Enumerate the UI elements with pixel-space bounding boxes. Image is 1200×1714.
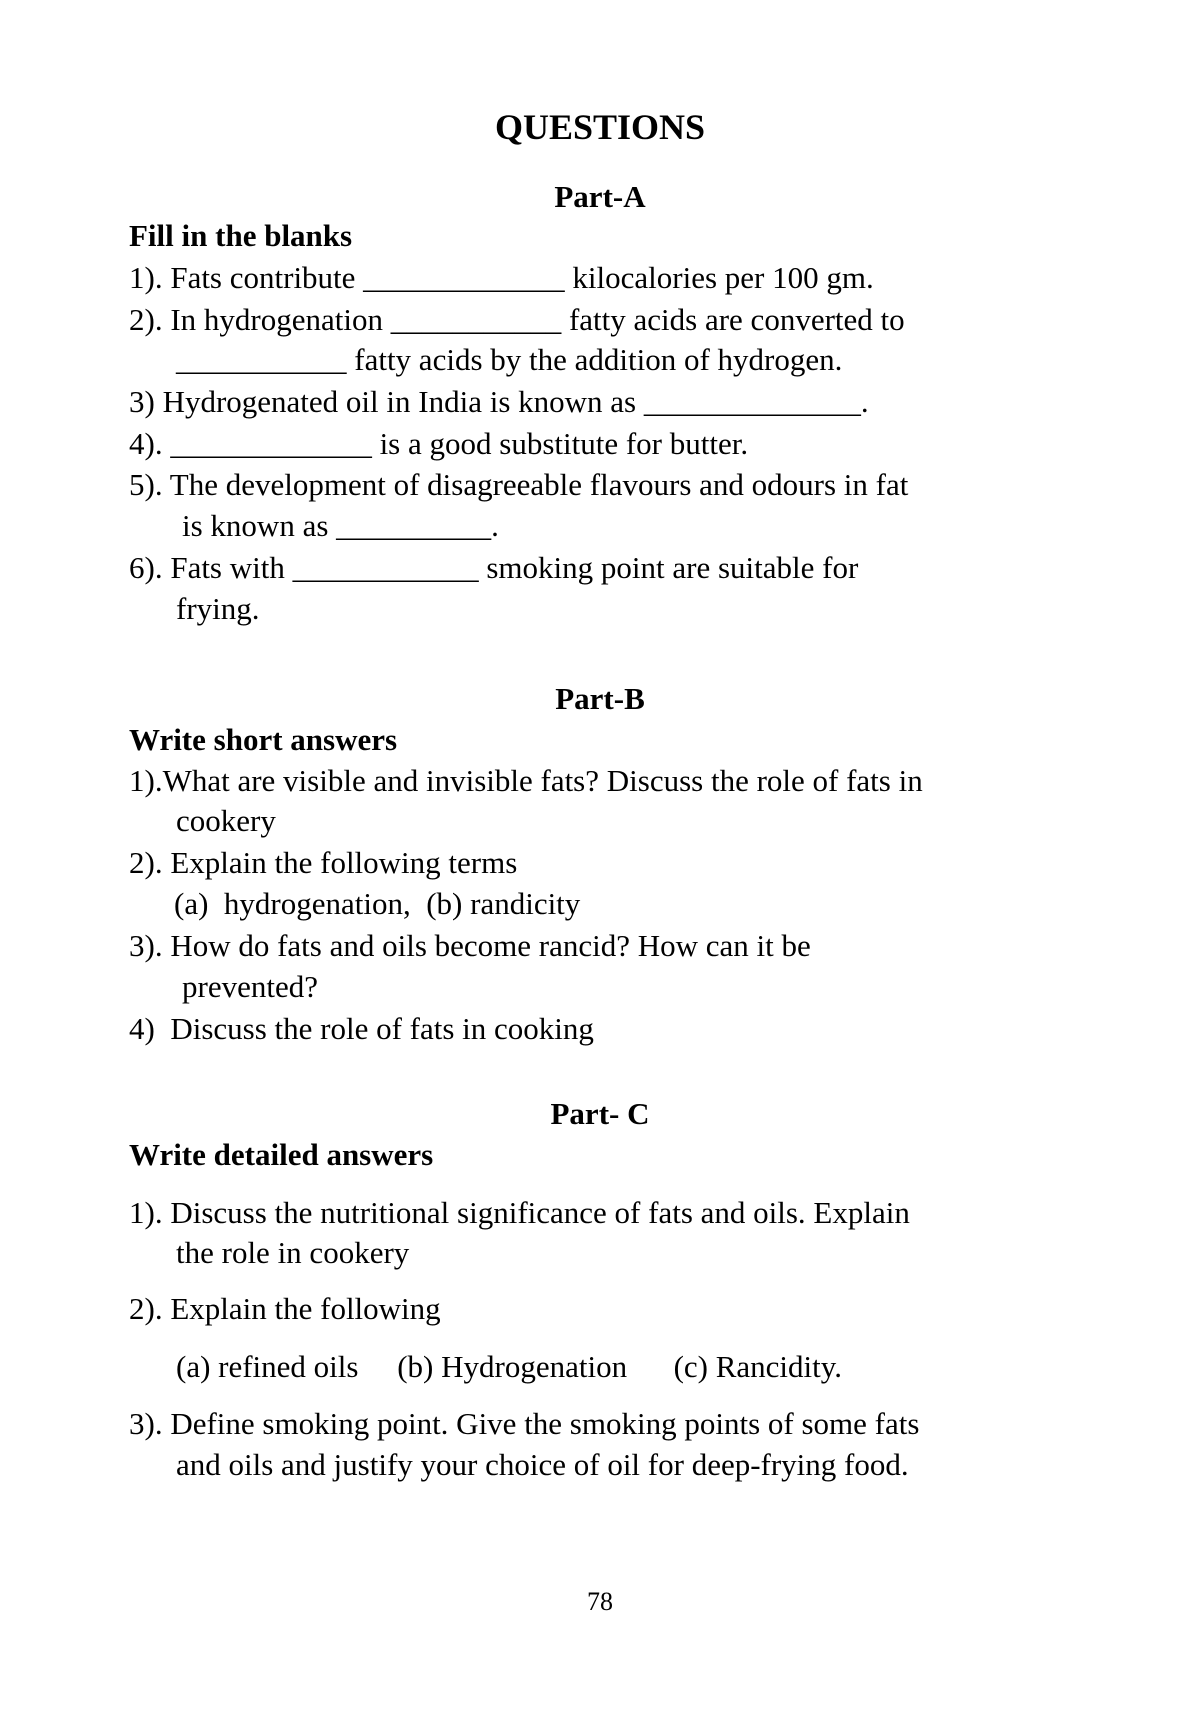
page-number: 78	[587, 1587, 613, 1616]
question-line: ___________ fatty acids by the addition of hydrogen.	[176, 342, 843, 377]
part-b-instruction: Write short answers	[129, 722, 398, 757]
question-line: (a) hydrogenation, (b) randicity	[174, 886, 581, 921]
part-b-title: Part-B	[555, 681, 645, 716]
question-line: 6). Fats with ____________ smoking point are suitable for	[129, 550, 859, 585]
page-title: QUESTIONS	[494, 107, 706, 147]
question-line: the role in cookery	[176, 1235, 410, 1270]
question-line: 4) Discuss the role of fats in cooking	[129, 1011, 594, 1046]
question-line: 2). Explain the following terms	[129, 845, 518, 880]
question-line: 1). Discuss the nutritional significance of fats and oils. Explain	[129, 1195, 910, 1230]
question-line: 4). _____________ is a good substitute for butter.	[129, 426, 749, 461]
question-line: (a) refined oils (b) Hydrogenation (c) Rancidity.	[176, 1349, 843, 1384]
question-line: and oils and justify your choice of oil for deep-frying food.	[176, 1447, 909, 1482]
question-line: prevented?	[182, 969, 318, 1004]
part-a-instruction: Fill in the blanks	[129, 218, 353, 253]
question-line: 3). How do fats and oils become rancid? How can it be	[129, 928, 811, 963]
question-line: frying.	[176, 591, 260, 626]
question-line: 3) Hydrogenated oil in India is known as ______________.	[129, 384, 869, 419]
question-line: cookery	[176, 803, 276, 838]
question-line: 5). The development of disagreeable flavours and odours in fat	[129, 467, 909, 502]
question-line: 1).What are visible and invisible fats? Discuss the role of fats in	[129, 763, 923, 798]
question-line: 1). Fats contribute _____________ kilocalories per 100 gm.	[129, 260, 874, 295]
part-c-title: Part- C	[550, 1096, 650, 1131]
part-c-instruction: Write detailed answers	[129, 1137, 434, 1172]
question-line: is known as __________.	[182, 508, 499, 543]
question-line: 2). In hydrogenation ___________ fatty acids are converted to	[129, 302, 905, 337]
part-a-title: Part-A	[554, 179, 646, 214]
question-line: 2). Explain the following	[129, 1291, 441, 1326]
question-line: 3). Define smoking point. Give the smoking points of some fats	[129, 1406, 920, 1441]
